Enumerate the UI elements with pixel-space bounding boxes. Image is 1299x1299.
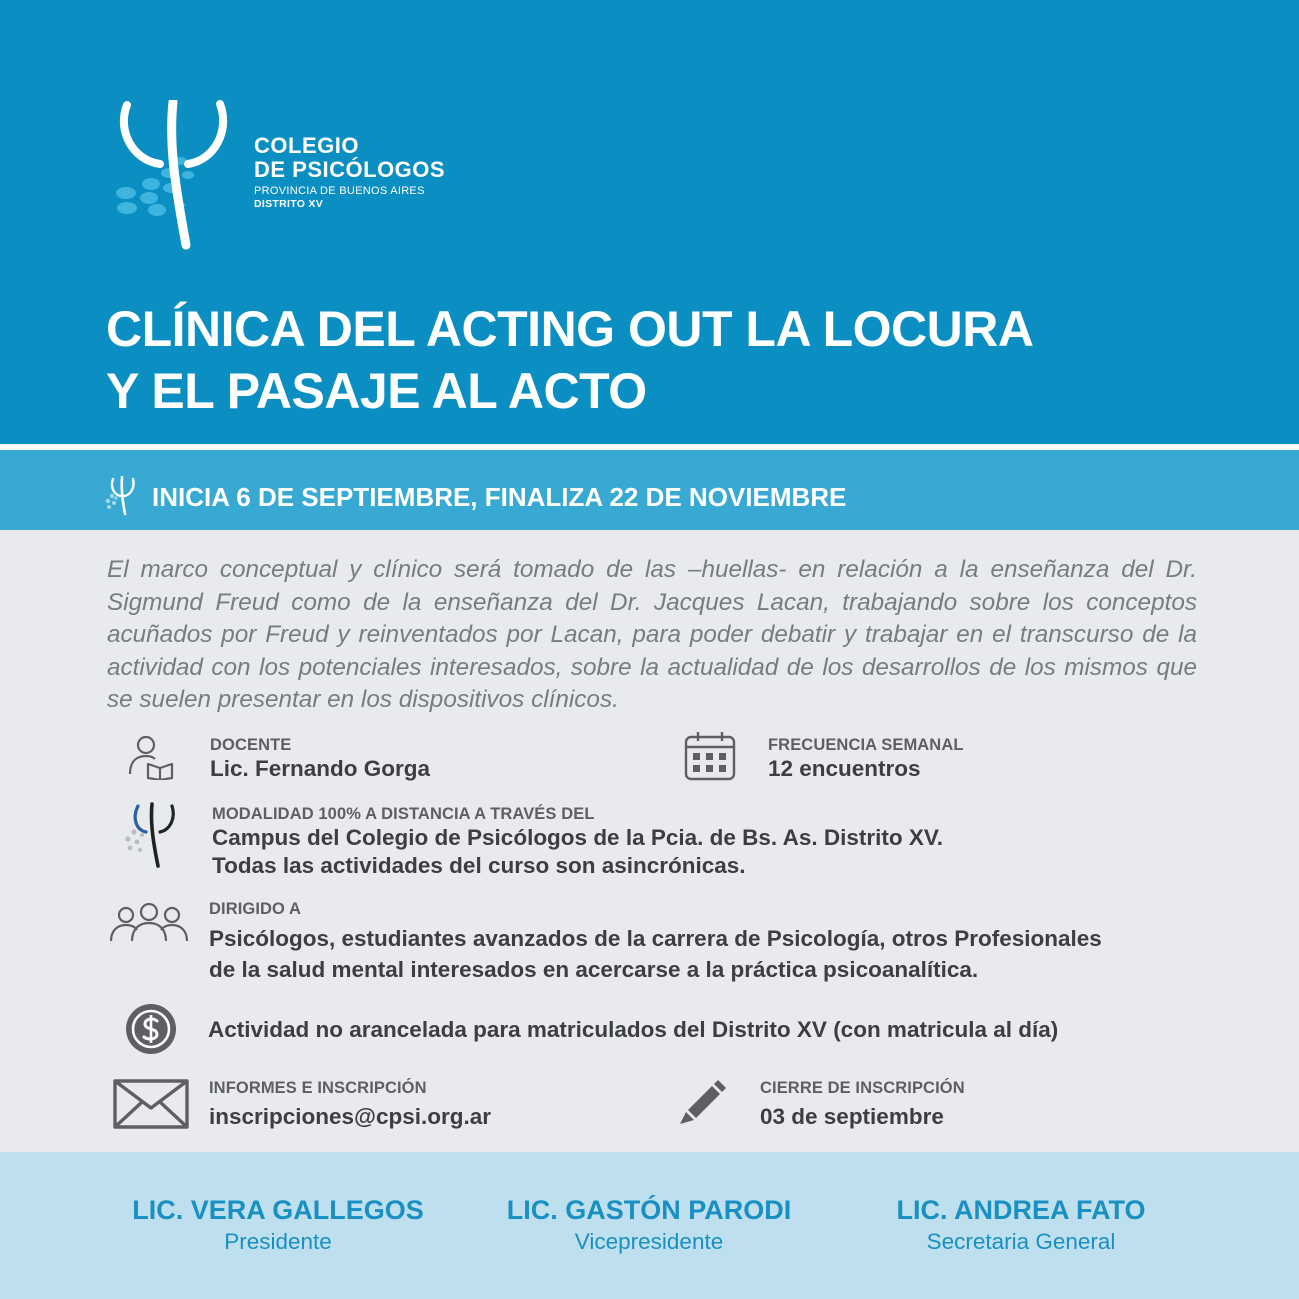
docente-value: Lic. Fernando Gorga xyxy=(210,756,431,781)
frecuencia-label: FRECUENCIA SEMANAL xyxy=(768,736,964,754)
signatory-name: LIC. GASTÓN PARODI xyxy=(506,1195,792,1225)
signatory xyxy=(88,1193,468,1257)
psi-small-icon xyxy=(104,476,138,516)
organization-name xyxy=(254,134,445,211)
pencil-icon xyxy=(678,1078,726,1126)
modalidad-line-2: Todas las actividades del curso son asincrónicas. xyxy=(212,853,746,878)
org-line-provincia: PROVINCIA DE BUENOS AIRES xyxy=(254,185,425,197)
dirigido-label: DIRIGIDO A xyxy=(209,900,302,918)
cierre-label: CIERRE DE INSCRIPCIÓN xyxy=(760,1079,965,1097)
dirigido-line-1: Psicólogos, estudiantes avanzados de la carrera de Psicología, otros Profesionales xyxy=(209,926,1102,951)
envelope-icon xyxy=(112,1078,190,1130)
email-link[interactable]: inscripciones@cpsi.org.ar xyxy=(209,1104,492,1129)
docente-label: DOCENTE xyxy=(210,736,292,754)
signatory-role: Presidente xyxy=(224,1229,332,1254)
group-people-icon xyxy=(108,903,190,943)
org-line-colegio: COLEGIO xyxy=(254,133,359,158)
course-title xyxy=(106,298,1256,422)
course-dates: INICIA 6 DE SEPTIEMBRE, FINALIZA 22 DE NOVIEMBRE xyxy=(152,482,847,512)
cierre-value: 03 de septiembre xyxy=(760,1104,944,1129)
course-description: El marco conceptual y clínico será tomado de las –huellas- en relación a la enseñanza del Dr. Sigmund Freud como de la enseñanza del Dr. Jacques Lacan, trabajando sobre los conceptos acuñados por Freud y reinventados por Lacan, para poder debatir y trabajar en el transcurso de la actividad con los potenciales interesados, sobre la actualidad de los desarrollos de los mismos que se suelen presentar en los dispositivos clínicos. xyxy=(107,556,1197,714)
dirigido-line-2: de la salud mental interesados en acercarse a la práctica psicoanalítica. xyxy=(209,957,979,982)
dollar-coin-icon xyxy=(124,1002,178,1056)
campus-logo-icon xyxy=(122,802,182,868)
arancel-text: Actividad no arancelada para matriculados del Distrito XV (con matricula al día) xyxy=(208,1017,1059,1042)
signatory-role: Vicepresidente xyxy=(574,1229,724,1254)
course-title-line-2: Y EL PASAJE AL ACTO xyxy=(106,363,647,419)
signatory xyxy=(459,1193,839,1257)
teacher-reading-icon xyxy=(126,734,176,780)
modalidad-line-1: Campus del Colegio de Psicólogos de la Pcia. de Bs. As. Distrito XV. xyxy=(212,825,944,850)
modalidad-label: MODALIDAD 100% A DISTANCIA A TRAVÉS DEL xyxy=(212,805,595,823)
signatory-role: Secretaria General xyxy=(926,1229,1116,1254)
signatory-name: LIC. ANDREA FATO xyxy=(896,1195,1146,1225)
org-line-distrito: DISTRITO XV xyxy=(254,198,324,210)
org-line-psicologos: DE PSICÓLOGOS xyxy=(254,157,446,182)
signatory-name: LIC. VERA GALLEGOS xyxy=(132,1195,424,1225)
signatory xyxy=(831,1193,1211,1257)
informes-label: INFORMES E INSCRIPCIÓN xyxy=(209,1079,427,1097)
course-title-line-1: CLÍNICA DEL ACTING OUT LA LOCURA xyxy=(106,301,1034,357)
frecuencia-value: 12 encuentros xyxy=(768,756,921,781)
calendar-icon xyxy=(684,731,736,781)
